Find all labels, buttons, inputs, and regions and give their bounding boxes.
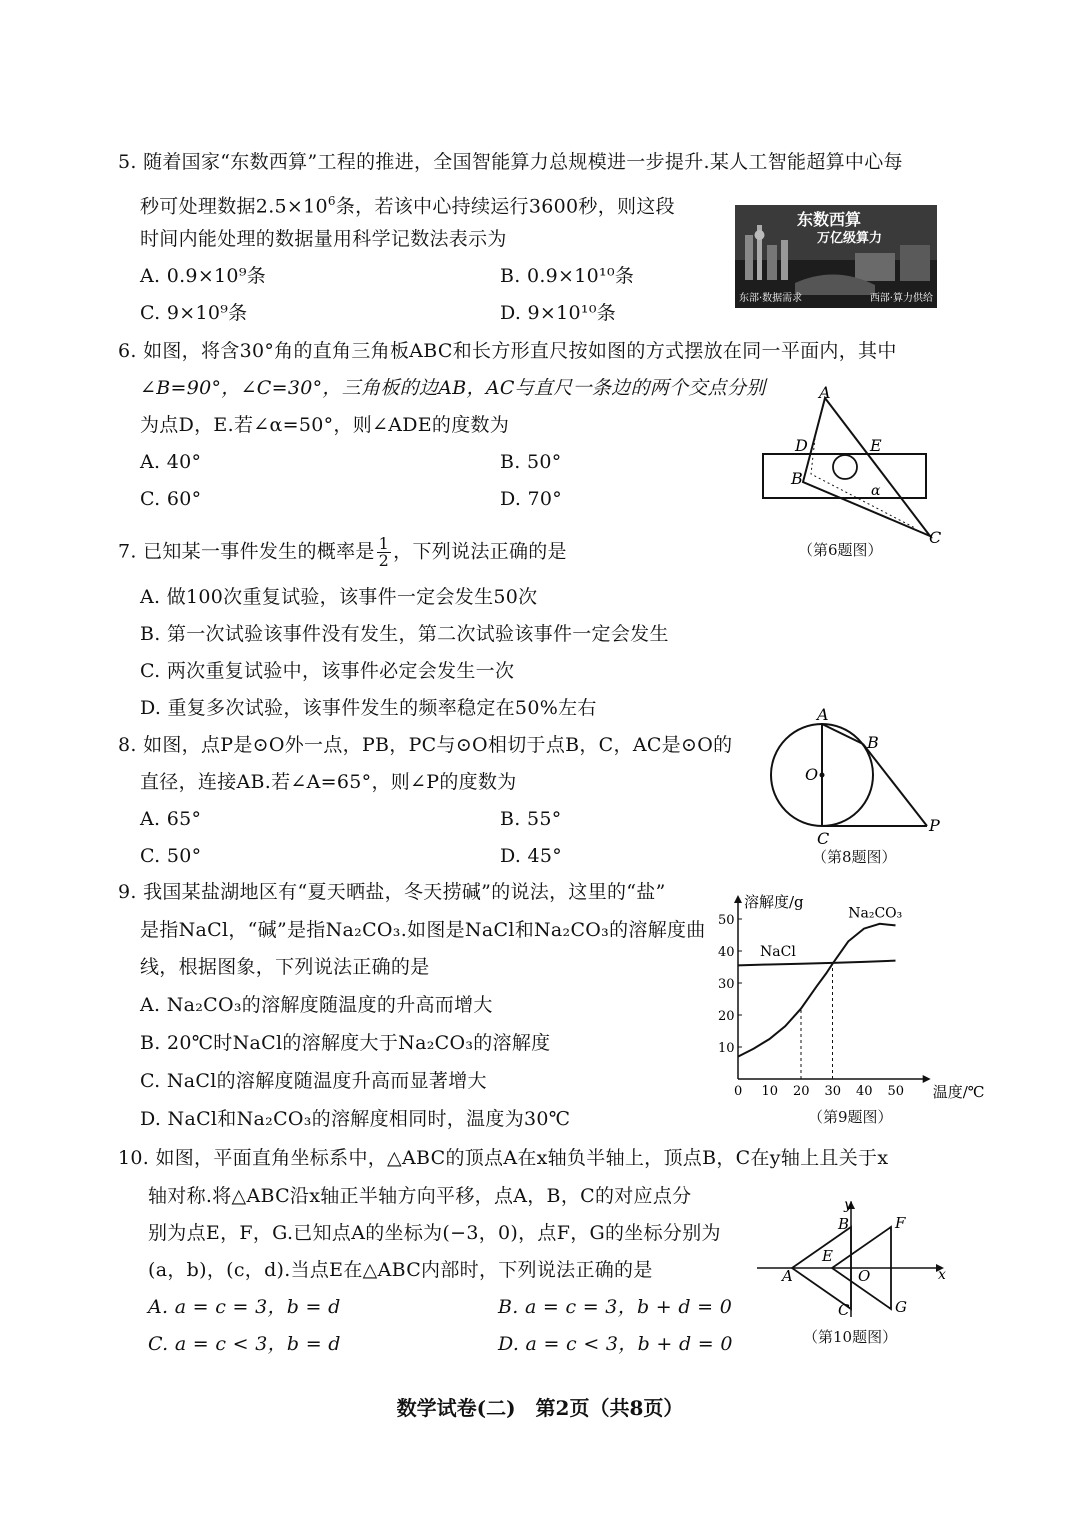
q5-option-d: D. 9×10¹⁰条 [500, 302, 617, 324]
q6-figure [755, 378, 955, 548]
q6-option-b: B. 50° [500, 451, 562, 473]
one-half-fraction [377, 536, 391, 569]
q7-option-b: B. 第一次试验该事件没有发生，第二次试验该事件一定会发生 [140, 623, 669, 645]
q9-option-c: C. NaCl的溶解度随温度升高而显著增大 [140, 1070, 487, 1092]
x-tick-label: 30 [824, 1084, 842, 1099]
q5-stem-line1: 5. 随着国家“东数西算”工程的推进，全国智能算力总规模进一步提升.某人工智能超算中心每 [118, 151, 903, 173]
label-b: B [791, 469, 803, 488]
q5-option-c: C. 9×10⁹条 [140, 302, 248, 324]
label-f: F [895, 1214, 906, 1232]
q5-option-b: B. 0.9×10¹⁰条 [500, 265, 635, 287]
q8-option-a: A. 65° [140, 808, 202, 830]
fraction-numerator: 1 [378, 534, 390, 553]
q8-caption: （第8题图） [812, 848, 897, 866]
label-a: A [782, 1267, 793, 1285]
na2co3-series-label: Na₂CO₃ [848, 905, 903, 922]
page-footer: 数学试卷(二) 第2页（共8页） [396, 1396, 684, 1420]
photo-caption-right: 西部·算力供给 [869, 293, 933, 304]
q5-line2-pre: 秒可处理数据2.5×10 [140, 195, 328, 218]
q10-option-d: D. a = c < 3，b + d = 0 [498, 1333, 733, 1355]
y-tick-label: 30 [718, 977, 735, 992]
q10-option-b: B. a = c = 3，b + d = 0 [498, 1296, 733, 1318]
y-tick-label: 20 [718, 1009, 735, 1024]
nacl-series-label: NaCl [760, 943, 796, 960]
label-o: O [858, 1267, 871, 1285]
y-axis-arrow [734, 895, 742, 903]
q7-option-c: C. 两次重复试验中，该事件必定会发生一次 [140, 660, 515, 682]
q6-option-a: A. 40° [140, 451, 202, 473]
q5-option-a: A. 0.9×10⁹条 [140, 265, 267, 287]
label-e: E [870, 436, 882, 455]
q9-option-d: D. NaCl和Na₂CO₃的溶解度相同时，温度为30℃ [140, 1108, 571, 1130]
photo-caption-left: 东部·数据需求 [739, 293, 803, 304]
label-x: x [938, 1267, 946, 1283]
ruler-rectangle [763, 454, 926, 498]
x-axis-label: 温度/℃ [932, 1083, 985, 1101]
q9-option-a: A. Na₂CO₃的溶解度随温度的升高而增大 [140, 994, 493, 1016]
q9-stem-line2: 是指NaCl，“碱”是指Na₂CO₃.如图是NaCl和Na₂CO₃的溶解度曲 [140, 919, 706, 941]
triangle-inner-edge [811, 438, 915, 528]
q6-stem-line1: 6. 如图，将含30°角的直角三角板ABC和长方形直尺按如图的方式摆放在同一平面内，其中 [118, 340, 897, 362]
y-tick-label: 10 [718, 1041, 735, 1056]
label-alpha: α [871, 483, 881, 499]
x-tick-label: 40 [856, 1084, 873, 1099]
chord-ab [822, 724, 863, 744]
q10-stem-line2: 轴对称.将△ABC沿x轴正半轴方向平移，点A，B，C的对应点分 [148, 1185, 692, 1207]
q10-stem-line1: 10. 如图，平面直角坐标系中，△ABC的顶点A在x轴负半轴上，顶点B，C在y轴上且关于x [118, 1147, 889, 1169]
q9-stem-line3: 线，根据图象，下列说法正确的是 [140, 956, 430, 978]
q5-line2-post: 条，若该中心持续运行3600秒，则这段 [335, 195, 675, 218]
q6-caption: （第6题图） [798, 541, 883, 559]
q7-stem [118, 536, 567, 569]
label-a: A [819, 383, 831, 402]
q9-solubility-chart [712, 885, 997, 1110]
y-tick-label: 40 [718, 945, 735, 960]
x-tick-label: 0 [734, 1084, 743, 1099]
q9-caption: （第9题图） [808, 1108, 893, 1126]
q6-stem-line2: ∠B=90°，∠C=30°，三角板的边AB，AC与直尺一条边的两个交点分别 [140, 377, 766, 399]
q6-option-d: D. 70° [500, 488, 563, 510]
q6-stem-line3: 为点D，E.若∠α=50°，则∠ADE的度数为 [140, 414, 510, 436]
q8-stem-line2: 直径，连接AB.若∠A=65°，则∠P的度数为 [140, 771, 517, 793]
label-c: C [838, 1301, 850, 1319]
y-tick-label: 50 [718, 913, 735, 928]
q10-stem-line4: (a，b)，(c，d).当点E在△ABC内部时，下列说法正确的是 [148, 1259, 653, 1281]
q8-option-c: C. 50° [140, 845, 202, 867]
q7-option-a: A. 做100次重复试验，该事件一定会发生50次 [140, 586, 538, 608]
q5-stem-line2 [140, 189, 675, 218]
q7-option-d: D. 重复多次试验，该事件发生的频率稳定在50%左右 [140, 697, 597, 719]
q7-stem-post: ，下列说法正确的是 [393, 540, 567, 563]
triangle-abc [803, 398, 930, 536]
q5-stem-line3: 时间内能处理的数据量用科学记数法表示为 [140, 228, 507, 250]
q8-option-b: B. 55° [500, 808, 562, 830]
nacl-curve [738, 961, 896, 966]
label-c: C [929, 528, 942, 547]
q10-option-a: A. a = c = 3，b = d [148, 1296, 341, 1318]
label-c: C [817, 829, 830, 848]
q8-figure [765, 705, 950, 850]
label-y: y [844, 1197, 852, 1213]
label-p: P [929, 816, 940, 835]
q6-option-c: C. 60° [140, 488, 202, 510]
photo-title: 东数西算 [797, 210, 862, 229]
photo-subtitle: 万亿级算力 [817, 231, 883, 246]
triangle-hole [833, 455, 857, 479]
q9-option-b: B. 20℃时NaCl的溶解度大于Na₂CO₃的溶解度 [140, 1032, 551, 1054]
label-a: A [817, 705, 829, 724]
east-data-west-compute-photo [735, 205, 937, 308]
q5-line2-exp: 6 [327, 194, 336, 208]
q10-stem-line3: 别为点E，F，G.已知点A的坐标为(−3，0)，点F，G的坐标分别为 [148, 1222, 721, 1244]
fraction-denominator: 2 [378, 551, 390, 570]
center-point [820, 773, 825, 778]
q10-caption: （第10题图） [803, 1328, 898, 1346]
x-axis-arrow [923, 1075, 931, 1083]
label-b: B [838, 1215, 850, 1233]
label-g: G [895, 1298, 907, 1316]
x-tick-label: 20 [793, 1084, 810, 1099]
label-b: B [867, 733, 879, 752]
label-d: D [795, 436, 808, 455]
q10-figure [752, 1195, 952, 1323]
q7-stem-pre: 7. 已知某一事件发生的概率是 [118, 540, 375, 563]
q10-option-c: C. a = c < 3，b = d [148, 1333, 341, 1355]
x-tick-label: 50 [887, 1084, 905, 1099]
q8-stem-line1: 8. 如图，点P是⊙O外一点，PB，PC与⊙O相切于点B，C，AC是⊙O的 [118, 734, 733, 756]
label-o: O [805, 765, 819, 784]
x-tick-label: 10 [761, 1084, 779, 1099]
q9-stem-line1: 9. 我国某盐湖地区有“夏天晒盐，冬天捞碱”的说法，这里的“盐” [118, 881, 666, 903]
y-axis-label: 溶解度/g [744, 893, 804, 911]
q8-option-d: D. 45° [500, 845, 563, 867]
label-e: E [822, 1247, 833, 1265]
